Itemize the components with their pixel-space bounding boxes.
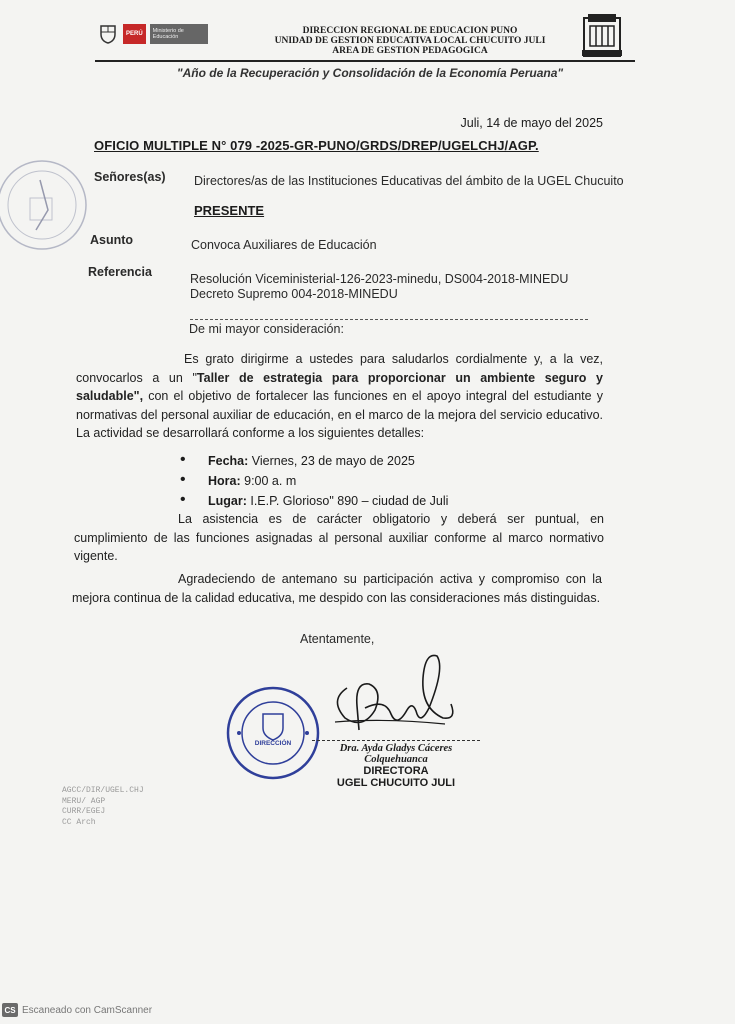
detail-value: I.E.P. Glorioso" 890 – ciudad de Juli <box>246 494 449 508</box>
cc-line: CURR/EGEJ <box>62 807 106 816</box>
cc-line: MERU/ AGP <box>62 796 106 806</box>
detail-value: Viernes, 23 de mayo de 2025 <box>248 454 415 468</box>
year-motto: "Año de la Recuperación y Consolidación de la Economía Peruana" <box>176 66 564 80</box>
camscanner-icon: CS <box>2 1003 18 1017</box>
ugel-crest-icon <box>578 12 626 60</box>
paragraph-despedida: Agradeciendo de antemano su participación activa y compromiso con la mejora continua de la calidad educativa, me despido con las consideraciones más distinguidas. <box>72 572 602 605</box>
referencia-line-1: Resolución Viceministerial-126-2023-minedu, DS004-2018-MINEDU <box>190 272 569 286</box>
header-rule <box>95 60 635 62</box>
paragraph-convocatoria <box>76 350 603 443</box>
signer-role: DIRECTORA <box>363 765 429 777</box>
referencia-value <box>190 272 568 302</box>
paragraph-1-intro: Es grato dirigirme a ustedes para saludarlos cordialmente y, a la vez, convocarlos a un " <box>76 352 603 385</box>
referencia-line-2: Decreto Supremo 004-2018-MINEDU <box>190 287 398 301</box>
stamp-seal-icon <box>226 686 320 780</box>
detail-lugar <box>178 491 448 511</box>
peru-coat-of-arms-icon <box>97 23 119 45</box>
event-details <box>178 451 448 511</box>
handwritten-signature <box>325 648 465 740</box>
institution-header <box>250 26 570 56</box>
detail-fecha <box>178 451 448 471</box>
header-line-2: UNIDAD DE GESTION EDUCATIVA LOCAL CHUCUITO JULI <box>274 36 546 46</box>
detail-value: 9:00 a. m <box>240 474 297 488</box>
header-line-3: AREA DE GESTION PEDAGOGICA <box>332 46 488 56</box>
letter-date: Juli, 14 de mayo del 2025 <box>460 116 603 130</box>
cc-line: AGCC/DIR/UGEL.CHJ <box>62 786 144 795</box>
oficio-number: OFICIO MULTIPLE N° 079 -2025-GR-PUNO/GRDS/DREP/UGELCHJ/AGP. <box>94 138 539 153</box>
senores-value: Directores/as de las Instituciones Educativas del ámbito de la UGEL Chucuito <box>194 174 624 188</box>
paragraph-1-rest: con el objetivo de fortalecer las funciones en el apoyo integral del estudiante y normativas del personal auxiliar de educación, en el marco de la mejora del servicio educativo. La actividad se desarrollará conforme a los siguientes detalles: <box>76 389 603 440</box>
asunto-value: Convoca Auxiliares de Educación <box>191 238 377 252</box>
ministry-logo <box>97 20 225 48</box>
detail-hora <box>178 471 448 491</box>
detail-label: Fecha: <box>208 454 249 468</box>
detail-label: Lugar: <box>208 494 247 508</box>
cc-line: CC Arch <box>62 817 96 827</box>
separator-line <box>190 319 588 320</box>
detail-label: Hora: <box>208 474 241 488</box>
copy-list <box>62 786 144 828</box>
asunto-label: Asunto <box>90 233 134 247</box>
workshop-title: Taller de estrategia para proporcionar un ambiente seguro y saludable", <box>76 370 604 403</box>
paragraph-asistencia: La asistencia es de carácter obligatorio y deberá ser puntual, en cumplimiento de las funciones asignadas al personal auxiliar conforme al marco normativo vigente. <box>74 512 604 563</box>
closing: Atentamente, <box>300 632 375 646</box>
received-seal-icon <box>0 150 100 260</box>
header-line-1: DIRECCION REGIONAL DE EDUCACION PUNO <box>302 26 518 36</box>
presente-heading: PRESENTE <box>194 203 265 218</box>
ministry-label: Ministerio de Educación <box>150 24 208 44</box>
scanner-text: Escaneado con CamScanner <box>22 1004 153 1016</box>
stamp-center-text: DIRECCIÓN <box>254 740 292 747</box>
signer-block <box>312 740 480 789</box>
peru-label: PERÚ <box>123 24 146 44</box>
official-stamp <box>226 686 320 780</box>
signer-name: Dra. Ayda Gladys Cáceres Colquehuanca <box>312 740 480 765</box>
senores-label: Señores(as) <box>94 170 166 184</box>
signer-org: UGEL CHUCUITO JULI <box>336 777 456 789</box>
referencia-label: Referencia <box>88 265 152 279</box>
greeting: De mi mayor consideración: <box>189 322 344 336</box>
scanner-watermark <box>2 1003 152 1017</box>
